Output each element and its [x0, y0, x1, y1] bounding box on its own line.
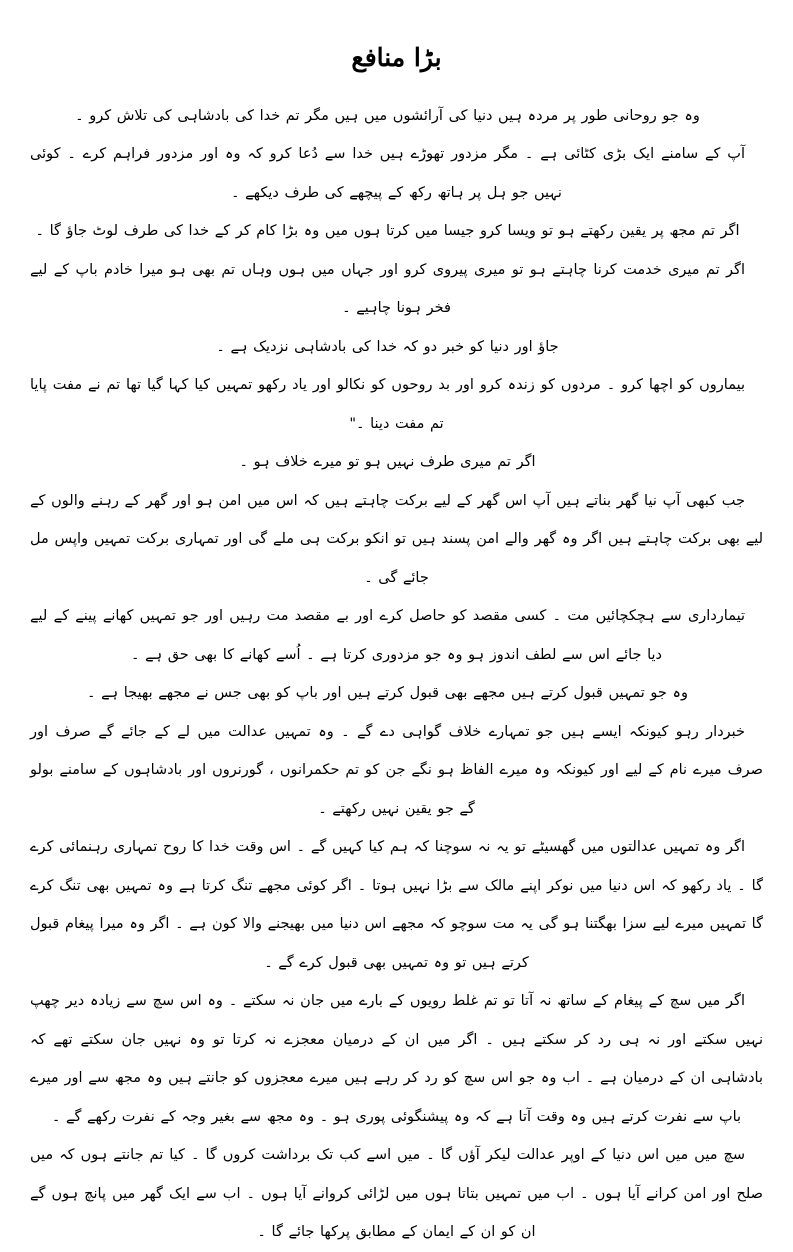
paragraph-9: تیمارداری سے ہچکچائیں مت ۔ کسی مقصد کو حاصل کرے اور بے مقصد مت رہیں اور جو تمہیں کھانے پینے کے لیے دیا جائے اس سے لطف اندوز ہو وہ جو مزدوری کرتا ہے ۔ اُسے کھانے کا بھی حق ہے ۔ [30, 608, 745, 663]
document-title: بڑا منافع [351, 43, 442, 72]
paragraph-10: وہ جو تمہیں قبول کرتے ہیں مجھے بھی قبول کرتے ہیں اور باپ کو بھی جس نے مجھے بھیجا ہے ۔ [87, 685, 688, 701]
paragraph-12: اگر وہ تمہیں عدالتوں میں گھسیٹے تو یہ نہ سوچنا کہ ہم کیا کہیں گے ۔ اس وقت خدا کا روح تمہاری رہنمائی کرے گا ۔ یاد رکھو کہ اس دنیا میں نوکر اپنے مالک سے بڑا نہیں ہوتا ۔ اگر کوئی مجھے تنگ کرتا ہے وہ تمہیں بھی تنگ کرے گا تمہیں میرے لیے سزا بھگتنا ہو گی یہ مت سوچو کہ مجھے اس دنیا میں بھیجنے والا کون ہے ۔ اگر وہ میرا پیغام قبول کرتے ہیں تو وہ تمہیں بھی قبول کرے گے ۔ [30, 839, 763, 971]
paragraph-4: اگر تم میری خدمت کرنا چاہتے ہو تو میری پیروی کرو اور جہاں میں ہوں وہاں تم بھی ہو میرا خادم باپ کے لیے فخر ہونا چاہیے ۔ [30, 261, 745, 316]
paragraph-1: وہ جو روحانی طور پر مردہ ہیں دنیا کی آرائشوں میں ہیں مگر تم خدا کی بادشاہی کی تلاش کرو ۔ [75, 107, 700, 124]
document-body [30, 97, 763, 1252]
paragraph-14: سچ میں میں اس دنیا کے اوپر عدالت لیکر آؤں گا ۔ میں اسے کب تک برداشت کروں گا ۔ کیا تم جانتے ہوں کہ میں صلح اور امن کرانے آیا ہوں ۔ اب میں تمہیں بتاتا ہوں میں لڑائی کروانے آیا ہوں ۔ اب سے ایک گھر میں پانچ ہوں گے ان کو ان کے ایمان کے مطابق پرکھا جائے گا ۔ [30, 1147, 763, 1240]
paragraph-7: اگر تم میری طرف نہیں ہو تو میرے خلاف ہو ۔ [239, 454, 536, 470]
paragraph-3: اگر تم مجھ پر یقین رکھتے ہو تو ویسا کرو جیسا میں کرتا ہوں میں وہ بڑا کام کر کے خدا کی طرف لوٹ جاؤ گا ۔ [35, 223, 740, 239]
paragraph-11: خبردار رہو کیونکہ ایسے ہیں جو تمہارے خلاف گواہی دے گے ۔ وہ تمہیں عدالت میں لے کے جائے گے صرف اور صرف میرے نام کے لیے اور کیونکہ وہ میرے الفاظ ہو نگے جن کو تم حکمرانوں ، گورنروں اور بادشاہوں کے سامنے بولو گے جو یقین نہیں رکھتے ۔ [30, 723, 763, 817]
paragraph-5: جاؤ اور دنیا کو خبر دو کہ خدا کی بادشاہی نزدیک ہے ۔ [216, 338, 559, 355]
paragraph-13: اگر میں سچ کے پیغام کے ساتھ نہ آتا تو تم غلط رویوں کے بارے میں جان نہ سکتے ۔ وہ اس سچ سے زیادہ دیر چھپ نہیں سکتے اور نہ ہی رد کر سکتے ہیں ۔ اگر میں ان کے درمیان معجزے نہ کرتا تو وہ نہیں جان سکتے تھے کہ بادشاہی ان کے درمیان ہے ۔ اب وہ جو اس سچ کو رد کر رہے ہیں میرے معجزوں کو جانتے ہیں وہ مجھ سے اور میرے باپ سے نفرت کرتے ہیں وہ وقت آتا ہے کہ وہ پیشنگوئی پوری ہو ۔ وہ مجھ سے بغیر وجہ کے نفرت رکھے گے ۔ [30, 993, 763, 1125]
paragraph-6: بیماروں کو اچھا کرو ۔ مردوں کو زندہ کرو اور بد روحوں کو نکالو اور یاد رکھو تمہیں کیا کہا گیا تھا تم نے مفت پایا تم مفت دینا ۔" [30, 377, 745, 432]
paragraph-2: آپ کے سامنے ایک بڑی کٹائی ہے ۔ مگر مزدور تھوڑے ہیں خدا سے دُعا کرو کہ وہ اور مزدور فراہم کرے ۔ کوئی نہیں جو ہل پر ہاتھ رکھ کے پیچھے کی طرف دیکھے ۔ [30, 146, 745, 201]
paragraph-8: جب کبھی آپ نیا گھر بناتے ہیں آپ اس گھر کے لیے برکت چاہتے ہیں کہ اس میں امن ہو اور گھر کے رہنے والوں کے لیے بھی برکت چاہتے ہیں اگر وہ گھر والے امن پسند ہیں تو انکو برکت ہی ملے گی اور تمہاری برکت تمہیں واپس مل جائے گی ۔ [30, 492, 763, 586]
